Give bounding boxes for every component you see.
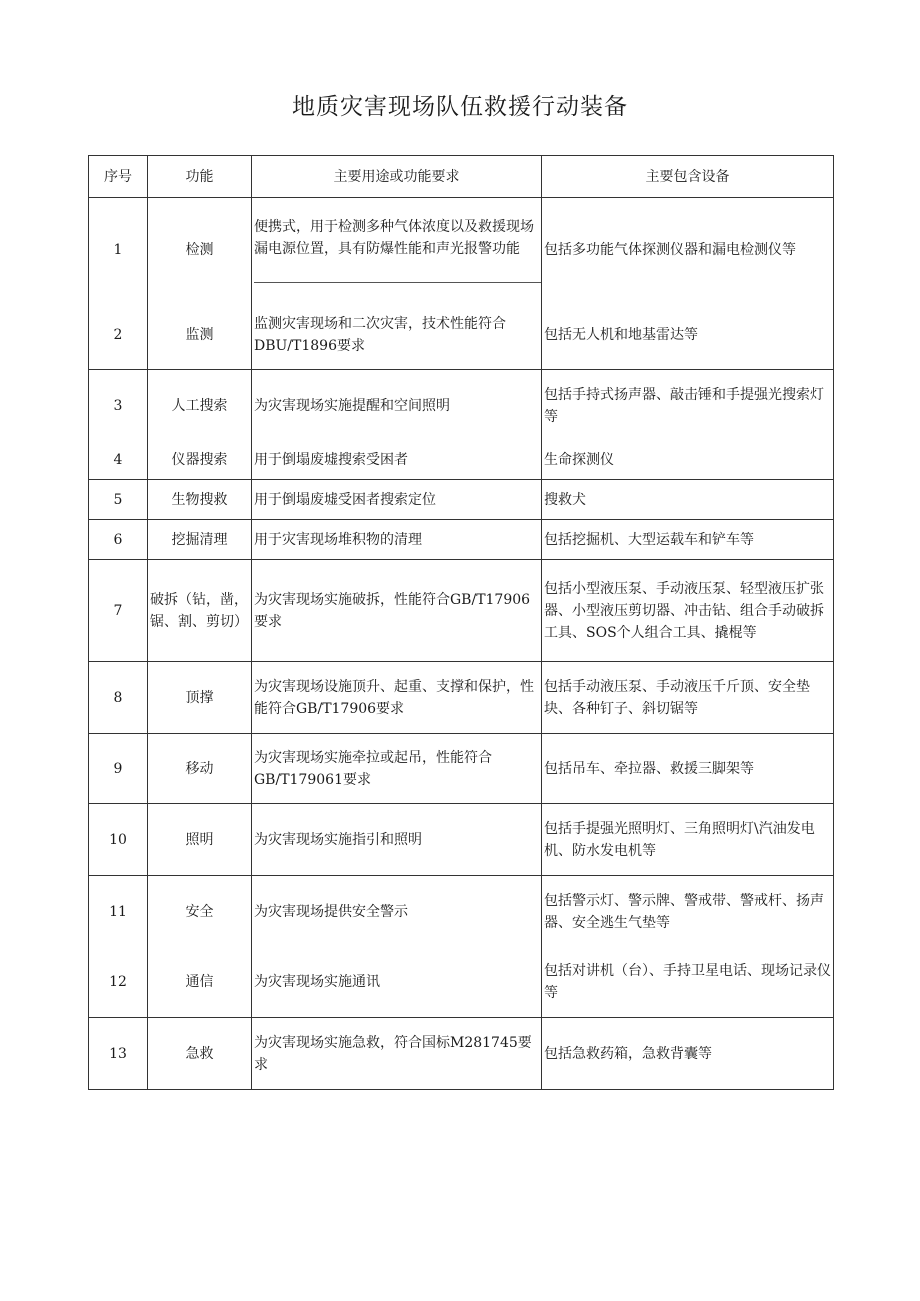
row-use: 用于灾害现场堆积物的清理 bbox=[252, 520, 542, 560]
row-no: 2 bbox=[89, 302, 148, 370]
row-equipment: 包括手提强光照明灯、三角照明灯\汽油发电机、防水发电机等 bbox=[542, 804, 834, 876]
table-row bbox=[89, 370, 834, 442]
page-title: 地质灾害现场队伍救援行动装备 bbox=[292, 94, 628, 120]
row-no: 5 bbox=[89, 480, 148, 520]
row-use: 为灾害现场实施急救，符合国标M281745要求 bbox=[252, 1018, 542, 1090]
row-equipment: 包括挖掘机、大型运载车和铲车等 bbox=[542, 520, 834, 560]
header-function: 功能 bbox=[148, 156, 252, 198]
table-header-row bbox=[89, 156, 834, 198]
equipment-table bbox=[88, 155, 834, 1090]
row-equipment: 包括急救药箱，急救背囊等 bbox=[542, 1018, 834, 1090]
row-function: 仪器搜索 bbox=[148, 442, 252, 480]
header-no: 序号 bbox=[89, 156, 148, 198]
row-no: 11 bbox=[89, 876, 148, 948]
row-equipment: 包括对讲机（台）、手持卫星电话、现场记录仪等 bbox=[542, 948, 834, 1018]
table-row bbox=[89, 442, 834, 480]
row-use: 用于倒塌废墟受困者搜索定位 bbox=[252, 480, 542, 520]
row-function: 安全 bbox=[148, 876, 252, 948]
row-function: 急救 bbox=[148, 1018, 252, 1090]
header-equipment: 主要包含设备 bbox=[542, 156, 834, 198]
table-row bbox=[89, 804, 834, 876]
row-use: 便携式，用于检测多种气体浓度以及救援现场漏电源位置，具有防爆性能和声光报警功能 bbox=[252, 198, 542, 302]
table-row bbox=[89, 520, 834, 560]
row-no: 12 bbox=[89, 948, 148, 1018]
table-row bbox=[89, 948, 834, 1018]
row-no: 13 bbox=[89, 1018, 148, 1090]
row-use: 为灾害现场实施指引和照明 bbox=[252, 804, 542, 876]
row-use: 为灾害现场提供安全警示 bbox=[252, 876, 542, 948]
row-function: 移动 bbox=[148, 734, 252, 804]
row-equipment: 包括手持式扬声器、敲击锤和手提强光搜索灯等 bbox=[542, 370, 834, 442]
divider bbox=[254, 282, 542, 283]
row-no: 8 bbox=[89, 662, 148, 734]
row-function: 挖掘清理 bbox=[148, 520, 252, 560]
table-row bbox=[89, 662, 834, 734]
row-function: 顶撑 bbox=[148, 662, 252, 734]
table-row bbox=[89, 198, 834, 302]
table-row bbox=[89, 480, 834, 520]
row-equipment: 包括手动液压泵、手动液压千斤顶、安全垫块、各种钉子、斜切锯等 bbox=[542, 662, 834, 734]
row-use: 用于倒塌废墟搜索受困者 bbox=[252, 442, 542, 480]
row-equipment: 包括多功能气体探测仪器和漏电检测仪等 bbox=[542, 198, 834, 302]
row-function: 通信 bbox=[148, 948, 252, 1018]
row-no: 4 bbox=[89, 442, 148, 480]
row-equipment: 包括警示灯、警示牌、警戒带、警戒杆、扬声器、安全逃生气垫等 bbox=[542, 876, 834, 948]
table-row bbox=[89, 302, 834, 370]
row-function: 监测 bbox=[148, 302, 252, 370]
row-no: 10 bbox=[89, 804, 148, 876]
row-function: 照明 bbox=[148, 804, 252, 876]
row-use: 为灾害现场实施提醒和空间照明 bbox=[252, 370, 542, 442]
table-row bbox=[89, 876, 834, 948]
row-equipment: 包括小型液压泵、手动液压泵、轻型液压扩张器、小型液压剪切器、冲击钻、组合手动破拆工具、SOS个人组合工具、撬棍等 bbox=[542, 560, 834, 662]
header-use: 主要用途或功能要求 bbox=[252, 156, 542, 198]
table-row bbox=[89, 1018, 834, 1090]
row-no: 9 bbox=[89, 734, 148, 804]
row-function: 检测 bbox=[148, 198, 252, 302]
row-function: 人工搜索 bbox=[148, 370, 252, 442]
row-no: 6 bbox=[89, 520, 148, 560]
row-use: 监测灾害现场和二次灾害，技术性能符合DBU/T1896要求 bbox=[252, 302, 542, 370]
row-equipment: 包括吊车、牵拉器、救援三脚架等 bbox=[542, 734, 834, 804]
row-equipment: 包括无人机和地基雷达等 bbox=[542, 302, 834, 370]
table-row bbox=[89, 560, 834, 662]
row-equipment: 生命探测仪 bbox=[542, 442, 834, 480]
row-function: 生物搜救 bbox=[148, 480, 252, 520]
row-use: 为灾害现场设施顶升、起重、支撑和保护，性能符合GB/T17906要求 bbox=[252, 662, 542, 734]
row-no: 3 bbox=[89, 370, 148, 442]
row-no: 7 bbox=[89, 560, 148, 662]
row-use: 为灾害现场实施牵拉或起吊，性能符合GB/T179061要求 bbox=[252, 734, 542, 804]
row-no: 1 bbox=[89, 198, 148, 302]
row-use: 为灾害现场实施通讯 bbox=[252, 948, 542, 1018]
row-function: 破拆（钻，凿，锯、割、剪切） bbox=[148, 560, 252, 662]
table-row bbox=[89, 734, 834, 804]
row-equipment: 搜救犬 bbox=[542, 480, 834, 520]
row-use: 为灾害现场实施破拆，性能符合GB/T17906要求 bbox=[252, 560, 542, 662]
